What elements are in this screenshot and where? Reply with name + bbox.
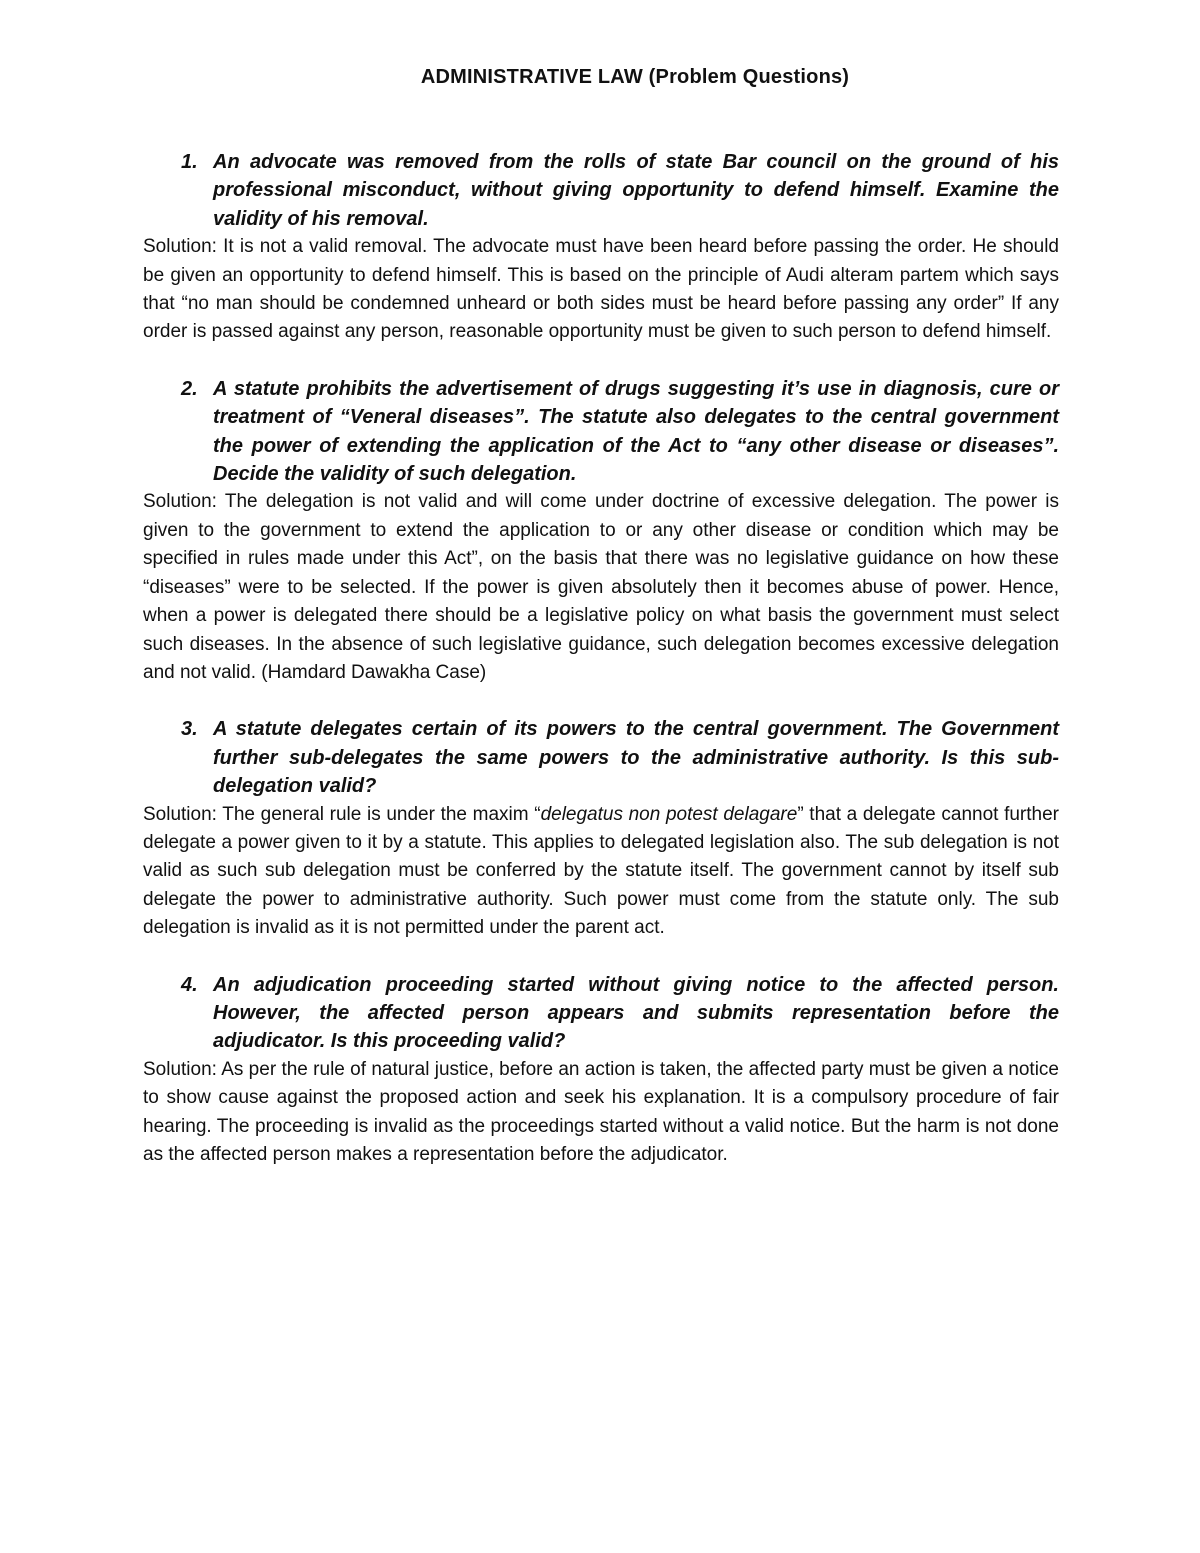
question-text: A statute delegates certain of its powers to the central government. The Government further sub-delegates the same powers to the administrative authority. Is this sub-delegation valid?	[213, 718, 1059, 798]
problem-questions-list	[143, 148, 1059, 1197]
solution-text	[143, 801, 1059, 943]
question-text: An advocate was removed from the rolls of state Bar council on the ground of his professional misconduct, without giving opportunity to defend himself. Examine the validity of his removal.	[213, 151, 1059, 230]
question-item-2	[143, 375, 1059, 687]
question-item-1	[143, 148, 1059, 347]
question-number: 3.	[181, 718, 198, 741]
latin-maxim: delegatus non potest delagare	[540, 803, 798, 825]
question-number: 2.	[181, 377, 198, 400]
question-heading	[143, 715, 1059, 800]
question-number: 1.	[181, 151, 198, 173]
solution-text-start: Solution: The general rule is under the maxim “	[143, 803, 541, 825]
question-heading	[143, 148, 1059, 233]
question-number: 4.	[181, 973, 198, 996]
solution-text: Solution: The delegation is not valid and will come under doctrine of excessive delegation. The power is given to the government to extend the application to or any other disease or condition which may be specified in rules made under this Act”, on the basis that there was no legislative guidance on how these “diseases” were to be selected. If the power is given absolutely then it becomes abuse of power. Hence, when a power is delegated there should be a legislative policy on what basis the government must select such diseases. In the absence of such legislative guidance, such delegation becomes excessive delegation and not valid. (Hamdard Dawakha Case)	[143, 491, 1059, 683]
question-heading	[143, 971, 1059, 1056]
question-heading	[143, 375, 1059, 489]
page-title: ADMINISTRATIVE LAW (Problem Questions)	[420, 66, 850, 88]
solution-text: Solution: It is not a valid removal. The advocate must have been heard before passing the order. He should be given an opportunity to defend himself. This is based on the principle of Audi alteram partem which says that “no man should be condemned unheard or both sides must be heard before passing any order” If any order is passed against any person, reasonable opportunity must be given to such person to defend himself.	[143, 236, 1059, 343]
question-text: An adjudication proceeding started without giving notice to the affected person. However, the affected person appears and submits representation before the adjudicator. Is this proceeding valid?	[213, 973, 1059, 1053]
solution-text-end: ” that a delegate cannot further delegate a power given to it by a statute. This applies to delegated legislation also. The sub delegation is not valid as such sub delegation must be conferred by the statute itself. The government cannot by itself sub delegate the power to administrative authority. Such power must come from the statute only. The sub delegation is invalid as it is not permitted under the parent act.	[143, 803, 1059, 939]
question-text: A statute prohibits the advertisement of drugs suggesting it’s use in diagnosis, cure or treatment of “Veneral diseases”. The statute also delegates to the central government the power of extending the application of the Act to “any other disease or diseases”. Decide the validity of such delegation.	[213, 377, 1059, 486]
question-item-3	[143, 715, 1059, 942]
question-item-4	[143, 971, 1059, 1170]
solution-text: Solution: As per the rule of natural justice, before an action is taken, the affected party must be given a notice to show cause against the proposed action and seek his explanation. It is a compulsory procedure of fair hearing. The proceeding is invalid as the proceedings started without a valid notice. But the harm is not done as the affected person makes a representation before the adjudicator.	[143, 1058, 1059, 1165]
